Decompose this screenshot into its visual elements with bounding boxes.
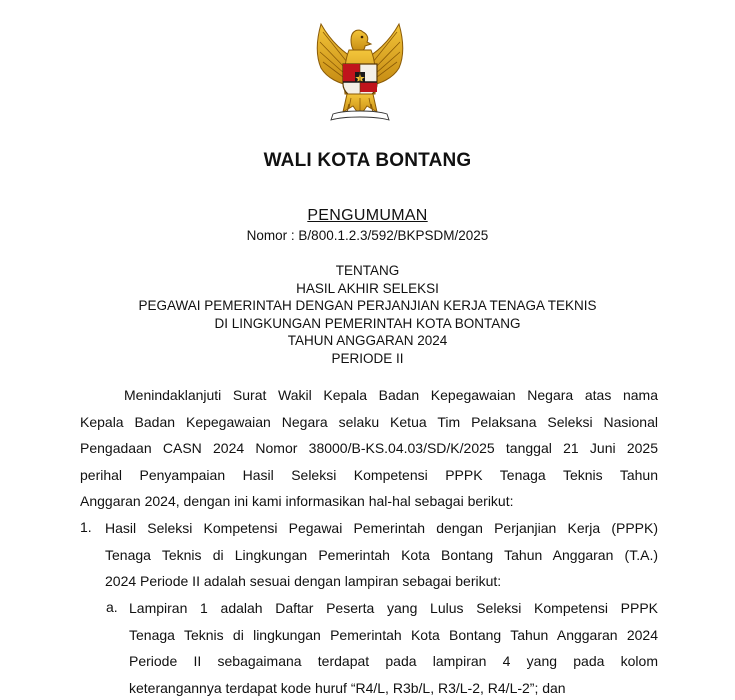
intro-line: Anggaran 2024, dengan ini kami informasikan hal-hal sebagai berikut: (80, 493, 514, 509)
subject-line: PEGAWAI PEMERINTAH DENGAN PERJANJIAN KERJA TENAGA TEKNIS (138, 298, 597, 313)
item1a-line: Periode II sebagaimana terdapat pada lampiran 4 yang pada kolom (129, 653, 658, 669)
document-number: Nomor : B/800.1.2.3/592/BKPSDM/2025 (246, 228, 489, 243)
item1-line: Hasil Seleksi Kompetensi Pegawai Pemerintah dengan Perjanjian Kerja (PPPK) (105, 520, 658, 536)
announcement-heading: PENGUMUMAN (307, 207, 428, 224)
sublist-marker: a. (106, 599, 118, 615)
item1-line: Tenaga Teknis di Lingkungan Pemerintah Kota Bontang Tahun Anggaran (T.A.) (105, 547, 658, 563)
intro-line: perihal Penyampaian Hasil Seleksi Kompetensi PPPK Tenaga Teknis Tahun (80, 467, 658, 483)
item1a-line: Lampiran 1 adalah Daftar Peserta yang Lulus Seleksi Kompetensi PPPK (129, 600, 658, 616)
page-title: WALI KOTA BONTANG (263, 150, 472, 171)
item1a-line: keterangannya terdapat kode huruf “R4/L, R3b/L, R3/L-2, R4/L-2”; dan (129, 680, 566, 696)
garuda-emblem-icon (309, 20, 411, 126)
subject-block (0, 262, 735, 367)
subject-line: PERIODE II (331, 350, 404, 366)
subject-line: TENTANG (335, 263, 400, 278)
intro-line: Menindaklanjuti Surat Wakil Kepala Badan Kepegawaian Negara atas nama (124, 387, 658, 403)
list-marker: 1. (80, 519, 92, 535)
subject-line: DI LINGKUNGAN PEMERINTAH KOTA BONTANG (214, 315, 521, 331)
item1-line: 2024 Periode II adalah sesuai dengan lampiran sebagai berikut: (105, 573, 502, 589)
intro-line: Pengadaan CASN 2024 Nomor 38000/B-KS.04.03/SD/K/2025 tanggal 21 Juni 2025 (80, 440, 658, 456)
subject-line: TAHUN ANGGARAN 2024 (287, 333, 448, 348)
subject-line: HASIL AKHIR SELEKSI (296, 280, 439, 296)
intro-line: Kepala Badan Kepegawaian Negara selaku Ketua Tim Pelaksana Seleksi Nasional (80, 414, 658, 430)
item1a-line: Tenaga Teknis di lingkungan Pemerintah Kota Bontang Tahun Anggaran 2024 (129, 627, 658, 643)
